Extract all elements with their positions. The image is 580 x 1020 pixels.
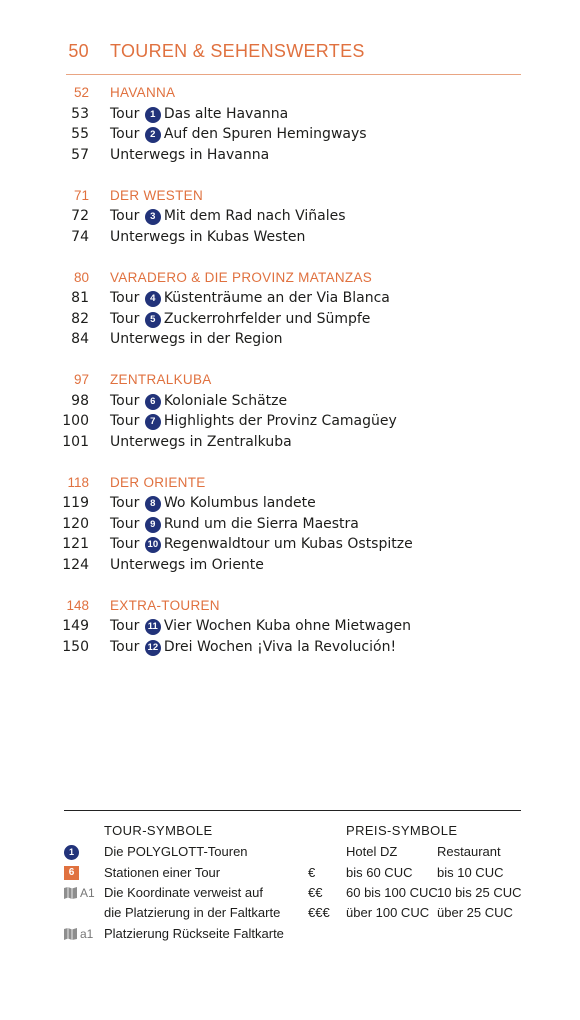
- price-symbol: €€€: [308, 905, 330, 920]
- legend-line-2: Stationen einer Tour: [104, 865, 221, 880]
- toc-entry[interactable]: [0, 433, 580, 454]
- entry-page-number: 53: [71, 105, 89, 122]
- entry-title: Unterwegs im Oriente: [110, 556, 264, 573]
- entry-title: Auf den Spuren Hemingways: [163, 126, 367, 142]
- legend-line-4: die Platzierung in der Faltkarte: [104, 905, 281, 920]
- entry-title: Unterwegs in Havanna: [110, 146, 270, 163]
- tour-label: Tour: [110, 208, 140, 224]
- tour-number-icon: 6: [145, 394, 161, 410]
- chapter-title: TOUREN & SEHENSWERTES: [110, 41, 365, 61]
- toc-section: [0, 84, 580, 166]
- entry-page-number: 124: [62, 556, 89, 573]
- section-page-number: 52: [73, 85, 89, 100]
- coordinate-label-back: a1: [80, 927, 94, 941]
- tour-label: Tour: [110, 495, 140, 511]
- tour-label: Tour: [110, 536, 140, 552]
- entry-title: Wo Kolumbus landete: [163, 495, 316, 511]
- price-hotel: 60 bis 100 CUC: [346, 885, 438, 900]
- tour-symbols-title: TOUR-SYMBOLE: [104, 823, 213, 838]
- section-heading[interactable]: [0, 371, 580, 392]
- entry-title: Unterwegs in Kubas Westen: [110, 228, 306, 245]
- tour-number-icon: 1: [145, 107, 161, 123]
- entry-page-number: 84: [71, 331, 89, 347]
- chapter-header: [66, 38, 521, 75]
- toc-entry[interactable]: [0, 105, 580, 126]
- entry-page-number: 101: [62, 433, 89, 450]
- section-heading[interactable]: [0, 269, 580, 290]
- entry-page-number: 150: [62, 638, 89, 655]
- price-symbols-title: PREIS-SYMBOLE: [346, 823, 458, 838]
- entry-title: Vier Wochen Kuba ohne Mietwagen: [163, 618, 412, 634]
- entry-title: Das alte Havanna: [163, 105, 289, 122]
- entry-title: Regenwaldtour um Kubas Ostspitze: [163, 536, 413, 552]
- chapter-page-number: 50: [68, 41, 89, 61]
- tour-number-icon: 3: [145, 209, 161, 225]
- section-page-number: 148: [66, 597, 89, 613]
- section-title: DER ORIENTE: [110, 474, 206, 490]
- tour-number-icon: 5: [145, 312, 161, 328]
- legend: [64, 810, 521, 961]
- legend-line-3: Die Koordinate verweist auf: [104, 885, 263, 900]
- toc-entry[interactable]: [0, 535, 580, 556]
- entry-page-number: 121: [62, 536, 89, 552]
- toc-entry[interactable]: [0, 556, 580, 577]
- tour-number-icon: 12: [145, 640, 161, 656]
- toc-entry[interactable]: [0, 207, 580, 228]
- entry-page-number: 57: [71, 146, 89, 163]
- toc-entry[interactable]: [0, 515, 580, 536]
- station-number-icon: 6: [64, 866, 79, 880]
- entry-title: Mit dem Rad nach Viñales: [163, 208, 346, 224]
- section-page-number: 80: [73, 269, 89, 285]
- toc-entry[interactable]: [0, 330, 580, 351]
- section-page-number: 118: [67, 474, 89, 490]
- tour-number-icon: 4: [145, 291, 161, 307]
- section-heading[interactable]: [0, 84, 580, 105]
- entry-title: Koloniale Schätze: [163, 392, 288, 409]
- tour-label: Tour: [110, 413, 140, 429]
- table-of-contents: [0, 84, 580, 679]
- restaurant-column-header: Restaurant: [437, 844, 501, 859]
- tour-number-icon: 2: [145, 127, 161, 143]
- toc-entry[interactable]: [0, 412, 580, 433]
- entry-title: Küstenträume an der Via Blanca: [163, 290, 390, 306]
- price-restaurant: bis 10 CUC: [437, 865, 504, 880]
- legend-line-5: Platzierung Rückseite Faltkarte: [104, 926, 284, 941]
- entry-page-number: 55: [71, 126, 89, 142]
- price-symbol: €: [308, 865, 316, 880]
- price-restaurant: über 25 CUC: [437, 905, 513, 920]
- price-restaurant: 10 bis 25 CUC: [437, 885, 522, 900]
- section-title: DER WESTEN: [110, 187, 204, 203]
- tour-label: Tour: [110, 638, 140, 655]
- hotel-column-header: Hotel DZ: [346, 844, 398, 859]
- tour-number-icon: 9: [145, 517, 161, 533]
- toc-entry[interactable]: [0, 146, 580, 167]
- tour-number-icon: 8: [145, 496, 161, 512]
- section-title: ZENTRALKUBA: [110, 372, 212, 387]
- entry-title: Zuckerrohrfelder und Sümpfe: [163, 310, 371, 327]
- tour-number-icon: 1: [64, 845, 79, 860]
- toc-section: [0, 474, 580, 577]
- price-hotel: bis 60 CUC: [346, 865, 413, 880]
- toc-entry[interactable]: [0, 289, 580, 310]
- entry-title: Rund um die Sierra Maestra: [163, 515, 359, 532]
- price-hotel: über 100 CUC: [346, 905, 430, 920]
- tour-label: Tour: [110, 310, 140, 327]
- toc-entry[interactable]: [0, 125, 580, 146]
- toc-entry[interactable]: [0, 228, 580, 249]
- entry-page-number: 81: [71, 290, 89, 306]
- tour-number-icon: 10: [145, 537, 161, 553]
- entry-title: Drei Wochen ¡Viva la Revolución!: [163, 638, 397, 655]
- section-title: EXTRA-TOUREN: [110, 597, 220, 613]
- entry-page-number: 74: [71, 228, 89, 245]
- tour-label: Tour: [110, 105, 140, 122]
- tour-number-icon: 11: [145, 619, 161, 635]
- folded-map-back-icon: [64, 928, 77, 940]
- tour-label: Tour: [110, 618, 140, 634]
- folded-map-icon: [64, 887, 77, 899]
- tour-label: Tour: [110, 392, 140, 409]
- section-heading[interactable]: [0, 474, 580, 495]
- toc-section: [0, 187, 580, 249]
- toc-entry[interactable]: [0, 494, 580, 515]
- entry-title: Unterwegs in der Region: [110, 331, 283, 347]
- entry-page-number: 119: [62, 495, 89, 511]
- toc-entry[interactable]: [0, 638, 580, 659]
- coordinate-label: A1: [80, 886, 95, 900]
- tour-label: Tour: [110, 515, 140, 532]
- toc-section: [0, 371, 580, 453]
- entry-title: Highlights der Provinz Camagüey: [163, 413, 397, 429]
- tour-label: Tour: [110, 126, 140, 142]
- entry-page-number: 72: [71, 208, 89, 224]
- section-heading[interactable]: [0, 187, 580, 208]
- entry-page-number: 100: [62, 413, 89, 429]
- section-heading[interactable]: [0, 597, 580, 618]
- toc-entry[interactable]: [0, 617, 580, 638]
- entry-title: Unterwegs in Zentralkuba: [110, 433, 292, 450]
- toc-section: [0, 597, 580, 659]
- section-title: HAVANNA: [110, 85, 176, 100]
- section-title: VARADERO & DIE PROVINZ MATANZAS: [110, 269, 373, 285]
- toc-entry[interactable]: [0, 310, 580, 331]
- entry-page-number: 120: [62, 515, 89, 532]
- toc-entry[interactable]: [0, 392, 580, 413]
- tour-label: Tour: [110, 290, 140, 306]
- entry-page-number: 98: [71, 392, 89, 409]
- price-symbol: €€: [308, 885, 323, 900]
- section-page-number: 71: [73, 187, 89, 203]
- tour-number-icon: 7: [145, 414, 161, 430]
- toc-section: [0, 269, 580, 351]
- section-page-number: 97: [73, 372, 89, 387]
- entry-page-number: 149: [62, 618, 89, 634]
- entry-page-number: 82: [71, 310, 89, 327]
- legend-line-1: Die POLYGLOTT-Touren: [104, 844, 248, 859]
